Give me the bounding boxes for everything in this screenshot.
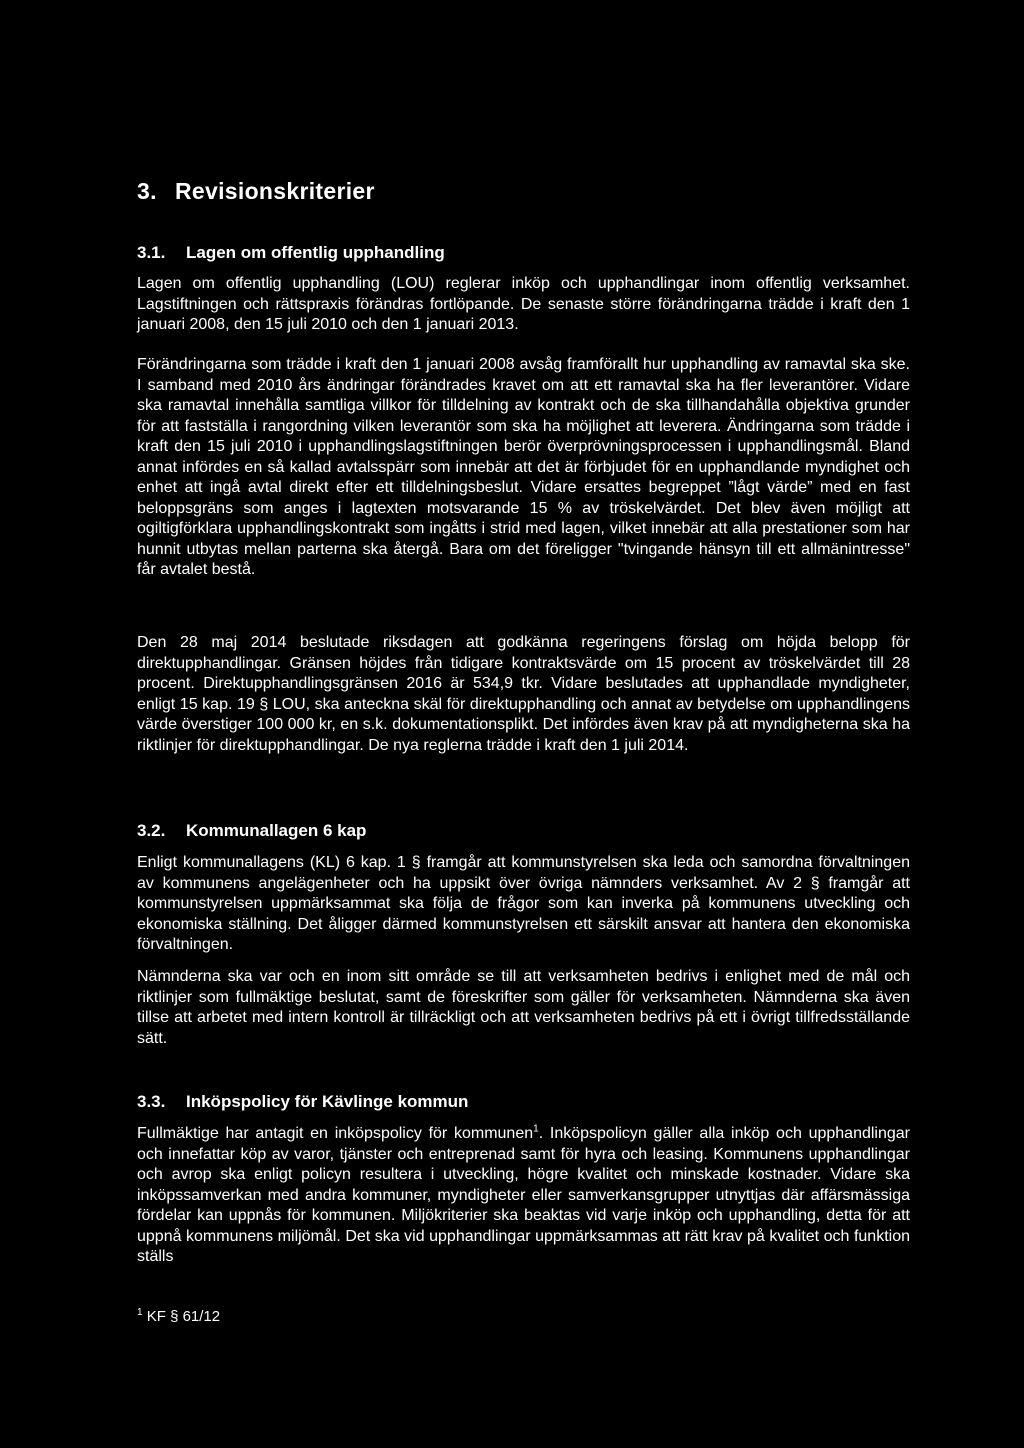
footnote-marker: 1 xyxy=(137,1307,143,1318)
footnote-reference[interactable]: 1 xyxy=(533,1123,539,1135)
subsection-heading xyxy=(137,1092,468,1112)
subsection-number: 3.3. xyxy=(137,1092,166,1111)
subsection-number: 3.1. xyxy=(137,243,166,262)
section-heading xyxy=(137,178,375,205)
paragraph: Förändringarna som trädde i kraft den 1 januari 2008 avsåg framförallt hur upphandling av ramavtal ska ske. I samband med 2010 års ändringar förändrades kravet om att ett ramavtal ska ha fler leverantörer. Vidare ska ramavtal innehålla samtliga villkor för tilldelning av kontrakt och de ska tillhandahålla objektiva grunder för att fastställa i rangordning vilken leverantör som ska ha möjlighet att leverera. Ändringarna som trädde i kraft den 15 juli 2010 i upphandlingslagstiftningen berör överprövningsprocessen i upphandlingsmål. Bland annat infördes en så kallad avtalsspärr som innebär att det är förbjudet för en upphandlande myndighet och enhet att ingå avtal direkt efter ett tilldelningsbeslut. Vidare ersattes begreppet ”lågt värde” med en fast beloppsgräns som anges i lagtexten motsvarande 15 % av tröskelvärdet. Det blev även möjligt att ogiltigförklara upphandlingskontrakt som ingåtts i strid med lagen, vilket innebär att alla prestationer som har hunnit utbytas mellan parterna ska återgå. Bara om det föreligger "tvingande hänsyn till ett allmänintresse" får avtalet bestå. xyxy=(137,356,910,578)
paragraph: Lagen om offentlig upphandling (LOU) reglerar inköp och upphandlingar inom offentlig verksamhet. Lagstiftningen och rättspraxis förändras fortlöpande. De senaste större förändringarna trädde i kraft den 1 januari 2008, den 15 juli 2010 och den 1 januari 2013. xyxy=(137,275,910,333)
paragraph-text: Fullmäktige har antagit en inköpspolicy för kommunen xyxy=(137,1125,534,1142)
subsection-heading xyxy=(137,243,445,263)
section-title: Revisionskriterier xyxy=(175,178,375,204)
footnote xyxy=(137,1308,220,1325)
section-number: 3. xyxy=(137,178,157,204)
paragraph: Enligt kommunallagens (KL) 6 kap. 1 § framgår att kommunstyrelsen ska leda och samordna förvaltningen av kommunens angelägenheter och ha uppsikt över övriga nämnders verksamhet. Av 2 § framgår att kommunstyrelsen uppmärksammat ska följa de frågor som kan inverka på kommunens utveckling och ekonomiska ställning. Det åligger därmed kommunstyrelsen ett särskilt ansvar att hantera den ekonomiska förvaltningen. xyxy=(137,854,910,953)
subsection-heading xyxy=(137,821,366,841)
paragraph xyxy=(137,1124,910,1268)
paragraph: Den 28 maj 2014 beslutade riksdagen att godkänna regeringens förslag om höjda belopp för direktupphandlingar. Gränsen höjdes från tidigare kontraktsvärde om 15 procent av tröskelvärdet till 28 procent. Direktupphandlingsgränsen 2016 är 534,9 tkr. Vidare beslutades att upphandlade myndigheter, enligt 15 kap. 19 § LOU, ska anteckna skäl för direktupphandling och annat av betydelse om upphandlingens värde överstiger 100 000 kr, en s.k. dokumentationsplikt. Det infördes även krav på att myndigheterna ska ha riktlinjer för direktupphandlingar. De nya reglerna trädde i kraft den 1 juli 2014. xyxy=(137,634,910,754)
footnote-text: KF § 61/12 xyxy=(146,1308,221,1325)
subsection-title: Inköpspolicy för Kävlinge kommun xyxy=(186,1092,469,1111)
subsection-title: Kommunallagen 6 kap xyxy=(186,821,367,840)
subsection-number: 3.2. xyxy=(137,821,166,840)
paragraph: Nämnderna ska var och en inom sitt område se till att verksamheten bedrivs i enlighet med de mål och riktlinjer som fullmäktige beslutat, samt de föreskrifter som gäller för verksamheten. Nämnderna ska även tillse att arbetet med intern kontroll är tillräckligt och att verksamheten bedrivs på ett i övrigt tillfredsställande sätt. xyxy=(137,968,910,1047)
subsection-title: Lagen om offentlig upphandling xyxy=(186,243,445,262)
paragraph-text: . Inköpspolicyn gäller alla inköp och upphandlingar och innefattar köp av varor, tjänster och entreprenad samt för hyra och leasing. Kommunens upphandlingar och avrop ska enligt policyn resultera i utveckling, högre kvalitet och minskade kostnader. Vidare ska inköpssamverkan med andra kommuner, myndigheter eller samverkansgrupper utnyttjas där affärsmässiga fördelar kan uppnås för kommunen. Miljökriterier ska beaktas vid varje inköp och upphandling, detta för att uppnå kommunens miljömål. Det ska vid upphandlingar uppmärksammas att rätt krav på kvalitet och funktion ställs xyxy=(137,1125,910,1265)
